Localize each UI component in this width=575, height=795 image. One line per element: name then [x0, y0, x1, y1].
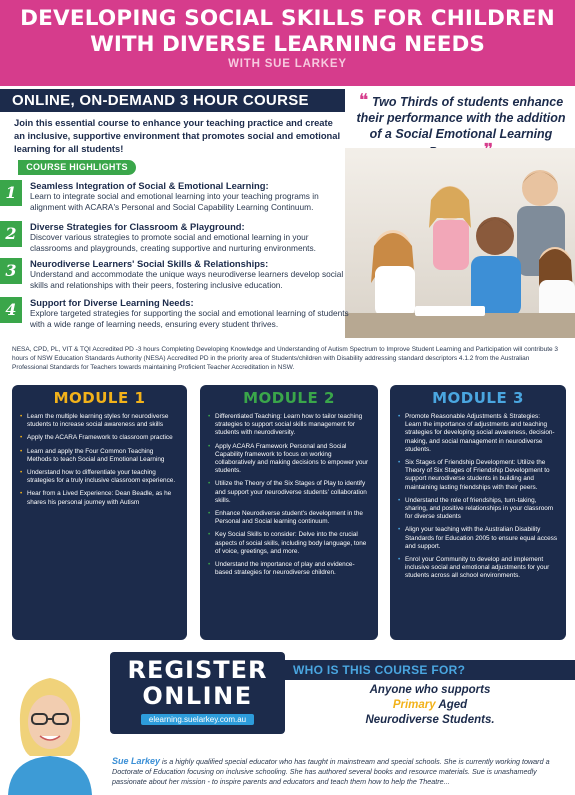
- module-item: • Learn the multiple learning styles for neurodiverse students to increase social awareness and skills: [20, 413, 179, 429]
- highlight-desc: Learn to integrate social and emotional learning into your teaching programs in alignment with ACARA's Personal and Social Capability Learning Continuum.: [30, 191, 319, 212]
- highlight-number: 4: [0, 297, 22, 323]
- open-quote-icon: ❝: [358, 90, 369, 110]
- who-body: [285, 683, 575, 728]
- highlight-number: 3: [0, 258, 22, 284]
- module-title: MODULE 3: [432, 389, 524, 407]
- who-line3: Neurodiverse Students.: [365, 714, 495, 726]
- highlight-title: Diverse Strategies for Classroom & Playground:: [30, 221, 245, 232]
- module-item: • Differentiated Teaching: Learn how to tailor teaching strategies to support social skills management for students with neurodiversity.: [208, 413, 370, 438]
- accreditation-text: NESA, CPD, PL, VIT & TQI Accredited PD -3 hours Completing Developing Knowledge and Understanding of Autism Spectrum to Improve Student Learning and Participation will contribute 3 hours of NSW Education Standards Authority (NESA) Accredited PD in the priority area of Students/children with Disability addressing standard descriptors 4.1.2 from the Australian Professional Standards for Teachers towards maintaining Proficient Teacher Accreditation in NSW.: [12, 346, 559, 371]
- register-online-box[interactable]: [110, 652, 285, 734]
- module-item: • Six Stages of Friendship Development: Utilize the Theory of Six Stages of Friendship Development to support neurodiverse students in building and maintaining lasting friendships with their peers.: [398, 459, 558, 492]
- module-item: • Apply ACARA Framework Personal and Social Capability framework to focus on working collaboratively and making decisions to empower your students.: [208, 443, 370, 476]
- page-title-line2: WITH DIVERSE LEARNING NEEDS: [90, 32, 485, 57]
- register-heading: REGISTER: [127, 656, 268, 684]
- course-type-bar: ONLINE, ON-DEMAND 3 HOUR COURSE: [0, 89, 345, 112]
- presenter-subtitle: WITH SUE LARKEY: [228, 58, 347, 70]
- highlight-desc: Understand and accommodate the unique ways neurodiverse learners develop social skills and relationships with their peers, fostering inclusive education.: [30, 269, 344, 290]
- module-title: MODULE 1: [53, 389, 146, 407]
- children-photo: [345, 148, 575, 338]
- intro-text: Join this essential course to enhance your teaching practice and create an inclusive, supportive environment that promotes social and emotional learning for all students!: [14, 117, 341, 154]
- module-item: • Understand the importance of play and evidence-based strategies for neurodiverse children.: [208, 561, 370, 577]
- module-item: • Hear from a Lived Experience: Dean Beadle, as he shares his personal journey with Autism: [20, 490, 179, 506]
- module-item: • Understand how to differentiate your teaching strategies for a truly inclusive classroom experience.: [20, 469, 179, 485]
- presenter-portrait: [0, 664, 100, 795]
- module-item: • Learn and apply the Four Common Teaching Methods to teach Social and Emotional Learning: [20, 448, 179, 464]
- quote-text: Two Thirds of students enhance their performance with the addition of a Social Emotional Learning: [356, 95, 566, 141]
- module-item: • Enhance Neurodiverse student's development in the Personal and Social learning continuum.: [208, 510, 370, 526]
- header-banner: [0, 0, 575, 86]
- highlight-desc: Explore targeted strategies for supporting the social and emotional learning of students with a wide range of learning needs, ensuring every student thrives.: [30, 308, 349, 329]
- presenter-bio: [112, 756, 572, 787]
- module-title: MODULE 2: [243, 389, 335, 407]
- who-line1: Anyone who supports: [369, 684, 491, 696]
- online-heading: ONLINE: [142, 682, 253, 710]
- who-heading: WHO IS THIS COURSE FOR?: [285, 660, 575, 680]
- page-title-line1: DEVELOPING SOCIAL SKILLS FOR CHILDREN: [20, 6, 555, 31]
- highlight-number: 1: [0, 180, 22, 206]
- highlight-title: Support for Diverse Learning Needs:: [30, 297, 194, 308]
- highlight-title: Neurodiverse Learners' Social Skills & Relationships:: [30, 258, 269, 269]
- highlight-title: Seamless Integration of Social & Emotional Learning:: [30, 180, 269, 191]
- highlight-number: 2: [0, 221, 22, 247]
- who-line2: [285, 698, 575, 713]
- module-item: • Promote Reasonable Adjustments & Strategies: Learn the importance of adjustments and teaching strategies for developing social awareness, decision-making, and social management in neurodiverse students.: [398, 413, 558, 454]
- module-item: • Apply the ACARA Framework to classroom practice: [20, 434, 179, 442]
- module-item: • Enrol your Community to develop and implement inclusive social and emotional adjustments for your students across all school environments.: [398, 556, 558, 581]
- module-item: • Utilize the Theory of the Six Stages of Play to identify and support your neurodiverse students' collaboration skills.: [208, 480, 370, 505]
- bio-text: is a highly qualified special educator who has taught in mainstream and special schools. She is currently working toward a Doctorate of Education focusing on inclusive schooling. She has authored several books and resource materials. Sue is unashamedly passionate about her mission - to inspire parents and educators and teach them how to help the Theatre...: [112, 757, 550, 786]
- module-3-panel: [390, 385, 566, 640]
- highlight-desc: Discover various strategies to promote social and emotional learning in your classrooms and playgrounds, creating supportive and nurturing environments.: [30, 232, 316, 253]
- module-item: • Understand the role of friendships, turn-taking, sharing, and positive relationships in your classroom for diverse students: [398, 497, 558, 522]
- module-1-panel: [12, 385, 187, 640]
- who-line2-rest: Aged: [435, 699, 468, 711]
- bio-name: Sue Larkey: [112, 756, 161, 766]
- module-item: • Align your teaching with the Australian Disability Standards for Education 2005 to ensure equal access and support.: [398, 526, 558, 551]
- module-item: • Key Social Skills to consider: Delve into the crucial aspects of social skills, including body language, tone of voice, greetings, and more.: [208, 531, 370, 556]
- register-url-link[interactable]: elearning.suelarkey.com.au: [141, 714, 254, 725]
- module-2-panel: [200, 385, 378, 640]
- who-highlight: Primary: [392, 699, 436, 711]
- course-highlights-label: COURSE HIGHLIGHTS: [18, 160, 136, 175]
